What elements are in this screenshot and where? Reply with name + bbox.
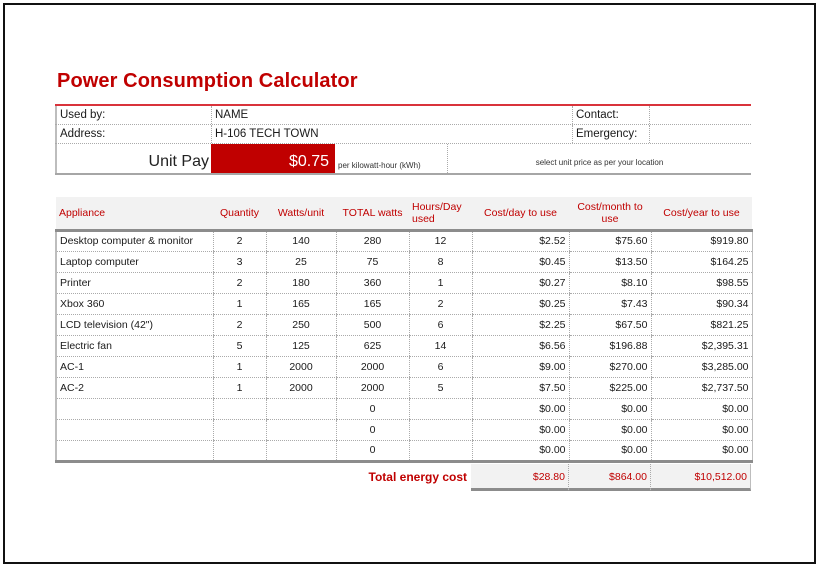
table-header-row — [56, 197, 752, 230]
cost-month-cell[interactable]: $270.00 — [569, 356, 651, 377]
quantity-cell[interactable]: 1 — [213, 377, 266, 398]
total-cost-year[interactable]: $10,512.00 — [650, 464, 751, 491]
total-watts-cell[interactable]: 360 — [336, 272, 409, 293]
table-row — [56, 230, 752, 251]
page-title: Power Consumption Calculator — [57, 70, 358, 92]
cost-day-cell[interactable]: $7.50 — [472, 377, 569, 398]
cost-day-cell[interactable]: $0.27 — [472, 272, 569, 293]
cost-month-cell[interactable]: $0.00 — [569, 398, 651, 419]
hours-day-cell[interactable] — [409, 398, 472, 419]
cost-day-cell[interactable]: $0.00 — [472, 419, 569, 440]
cost-day-cell[interactable]: $0.00 — [472, 440, 569, 461]
watts-unit-cell[interactable] — [266, 419, 336, 440]
cost-year-cell[interactable]: $0.00 — [651, 440, 752, 461]
appliance-cell[interactable] — [56, 440, 213, 461]
table-row — [56, 272, 752, 293]
cost-day-cell[interactable]: $6.56 — [472, 335, 569, 356]
quantity-cell[interactable] — [213, 398, 266, 419]
contact-label: Contact: — [572, 106, 649, 124]
total-watts-cell[interactable]: 2000 — [336, 377, 409, 398]
cost-day-cell[interactable]: $0.25 — [472, 293, 569, 314]
header-appliance: Appliance — [56, 197, 213, 230]
cost-month-cell[interactable]: $75.60 — [569, 230, 651, 251]
appliance-cell[interactable]: LCD television (42") — [56, 314, 213, 335]
quantity-cell[interactable]: 1 — [213, 356, 266, 377]
header-hours-day: Hours/Day used — [409, 197, 472, 230]
table-row — [56, 398, 752, 419]
watts-unit-cell[interactable]: 2000 — [266, 356, 336, 377]
address-label: Address: — [55, 125, 211, 143]
table-row — [56, 419, 752, 440]
totals-row — [335, 464, 751, 491]
cost-day-cell[interactable]: $2.52 — [472, 230, 569, 251]
watts-unit-cell[interactable]: 180 — [266, 272, 336, 293]
total-cost-day[interactable]: $28.80 — [471, 464, 568, 491]
cost-year-cell[interactable]: $164.25 — [651, 251, 752, 272]
header-watts-unit: Watts/unit — [266, 197, 336, 230]
cost-year-cell[interactable]: $2,737.50 — [651, 377, 752, 398]
cost-year-cell[interactable]: $2,395.31 — [651, 335, 752, 356]
cost-day-cell[interactable]: $0.00 — [472, 398, 569, 419]
table-row — [56, 293, 752, 314]
info-row-address — [55, 125, 751, 144]
table-row — [56, 377, 752, 398]
total-energy-cost-label: Total energy cost — [368, 470, 467, 484]
table-row — [56, 440, 752, 461]
appliance-cell[interactable]: AC-2 — [56, 377, 213, 398]
total-watts-cell[interactable]: 0 — [336, 398, 409, 419]
table-row — [56, 335, 752, 356]
cost-year-cell[interactable]: $3,285.00 — [651, 356, 752, 377]
cost-year-cell[interactable]: $821.25 — [651, 314, 752, 335]
used-by-field[interactable]: NAME — [211, 106, 572, 124]
appliance-cell[interactable]: Laptop computer — [56, 251, 213, 272]
total-watts-cell[interactable]: 75 — [336, 251, 409, 272]
hours-day-cell[interactable]: 2 — [409, 293, 472, 314]
cost-month-cell[interactable]: $7.43 — [569, 293, 651, 314]
cost-year-cell[interactable]: $90.34 — [651, 293, 752, 314]
unit-pay-hint: select unit price as per your location — [447, 144, 751, 173]
appliance-cell[interactable] — [56, 398, 213, 419]
cost-month-cell[interactable]: $225.00 — [569, 377, 651, 398]
total-watts-cell[interactable]: 0 — [336, 440, 409, 461]
hours-day-cell[interactable]: 12 — [409, 230, 472, 251]
unit-pay-row — [55, 144, 751, 175]
quantity-cell[interactable]: 2 — [213, 314, 266, 335]
hours-day-cell[interactable] — [409, 440, 472, 461]
cost-month-cell[interactable]: $0.00 — [569, 419, 651, 440]
cost-year-cell[interactable]: $98.55 — [651, 272, 752, 293]
quantity-cell[interactable]: 3 — [213, 251, 266, 272]
total-watts-cell[interactable]: 500 — [336, 314, 409, 335]
appliance-cell[interactable] — [56, 419, 213, 440]
emergency-field[interactable] — [649, 125, 751, 143]
cost-year-cell[interactable]: $0.00 — [651, 398, 752, 419]
hours-day-cell[interactable]: 8 — [409, 251, 472, 272]
cost-month-cell[interactable]: $0.00 — [569, 440, 651, 461]
appliance-cell[interactable]: Electric fan — [56, 335, 213, 356]
cost-year-cell[interactable]: $919.80 — [651, 230, 752, 251]
cost-day-cell[interactable]: $9.00 — [472, 356, 569, 377]
quantity-cell[interactable] — [213, 419, 266, 440]
unit-pay-field[interactable]: $0.75 — [211, 144, 335, 173]
cost-day-cell[interactable]: $0.45 — [472, 251, 569, 272]
address-field[interactable]: H-106 TECH TOWN — [211, 125, 572, 143]
table-row — [56, 356, 752, 377]
appliance-cell[interactable]: Xbox 360 — [56, 293, 213, 314]
watts-unit-cell[interactable]: 165 — [266, 293, 336, 314]
appliance-table — [55, 197, 753, 463]
quantity-cell[interactable]: 2 — [213, 272, 266, 293]
emergency-label: Emergency: — [572, 125, 649, 143]
watts-unit-cell[interactable]: 250 — [266, 314, 336, 335]
unit-pay-label: Unit Pay — [55, 144, 211, 173]
watts-unit-cell[interactable]: 2000 — [266, 377, 336, 398]
header-cost-day: Cost/day to use — [472, 197, 569, 230]
total-watts-cell[interactable]: 0 — [336, 419, 409, 440]
cost-month-cell[interactable]: $196.88 — [569, 335, 651, 356]
watts-unit-cell[interactable]: 140 — [266, 230, 336, 251]
hours-day-cell[interactable] — [409, 419, 472, 440]
header-cost-year: Cost/year to use — [651, 197, 752, 230]
info-block — [55, 104, 751, 175]
appliance-cell[interactable]: Printer — [56, 272, 213, 293]
watts-unit-cell[interactable]: 125 — [266, 335, 336, 356]
total-watts-cell[interactable]: 280 — [336, 230, 409, 251]
watts-unit-cell[interactable]: 25 — [266, 251, 336, 272]
quantity-cell[interactable]: 2 — [213, 230, 266, 251]
hours-day-cell[interactable]: 5 — [409, 377, 472, 398]
quantity-cell[interactable]: 1 — [213, 293, 266, 314]
cost-month-cell[interactable]: $13.50 — [569, 251, 651, 272]
header-total-watts: TOTAL watts — [336, 197, 409, 230]
total-watts-cell[interactable]: 625 — [336, 335, 409, 356]
info-row-used-by — [55, 106, 751, 125]
cost-day-cell[interactable]: $2.25 — [472, 314, 569, 335]
hours-day-cell[interactable]: 6 — [409, 314, 472, 335]
hours-day-cell[interactable]: 14 — [409, 335, 472, 356]
table-row — [56, 251, 752, 272]
watts-unit-cell[interactable] — [266, 398, 336, 419]
header-quantity: Quantity — [213, 197, 266, 230]
watts-unit-cell[interactable] — [266, 440, 336, 461]
table-row — [56, 314, 752, 335]
header-cost-month: Cost/month to use — [569, 197, 651, 230]
quantity-cell[interactable] — [213, 440, 266, 461]
total-watts-cell[interactable]: 165 — [336, 293, 409, 314]
cost-month-cell[interactable]: $67.50 — [569, 314, 651, 335]
cost-year-cell[interactable]: $0.00 — [651, 419, 752, 440]
total-cost-month[interactable]: $864.00 — [568, 464, 650, 491]
used-by-label: Used by: — [55, 106, 211, 124]
appliance-cell[interactable]: Desktop computer & monitor — [56, 230, 213, 251]
hours-day-cell[interactable]: 6 — [409, 356, 472, 377]
quantity-cell[interactable]: 5 — [213, 335, 266, 356]
contact-field[interactable] — [649, 106, 751, 124]
total-watts-cell[interactable]: 2000 — [336, 356, 409, 377]
cost-month-cell[interactable]: $8.10 — [569, 272, 651, 293]
unit-pay-unit: per kilowatt-hour (kWh) — [338, 161, 421, 170]
hours-day-cell[interactable]: 1 — [409, 272, 472, 293]
appliance-cell[interactable]: AC-1 — [56, 356, 213, 377]
